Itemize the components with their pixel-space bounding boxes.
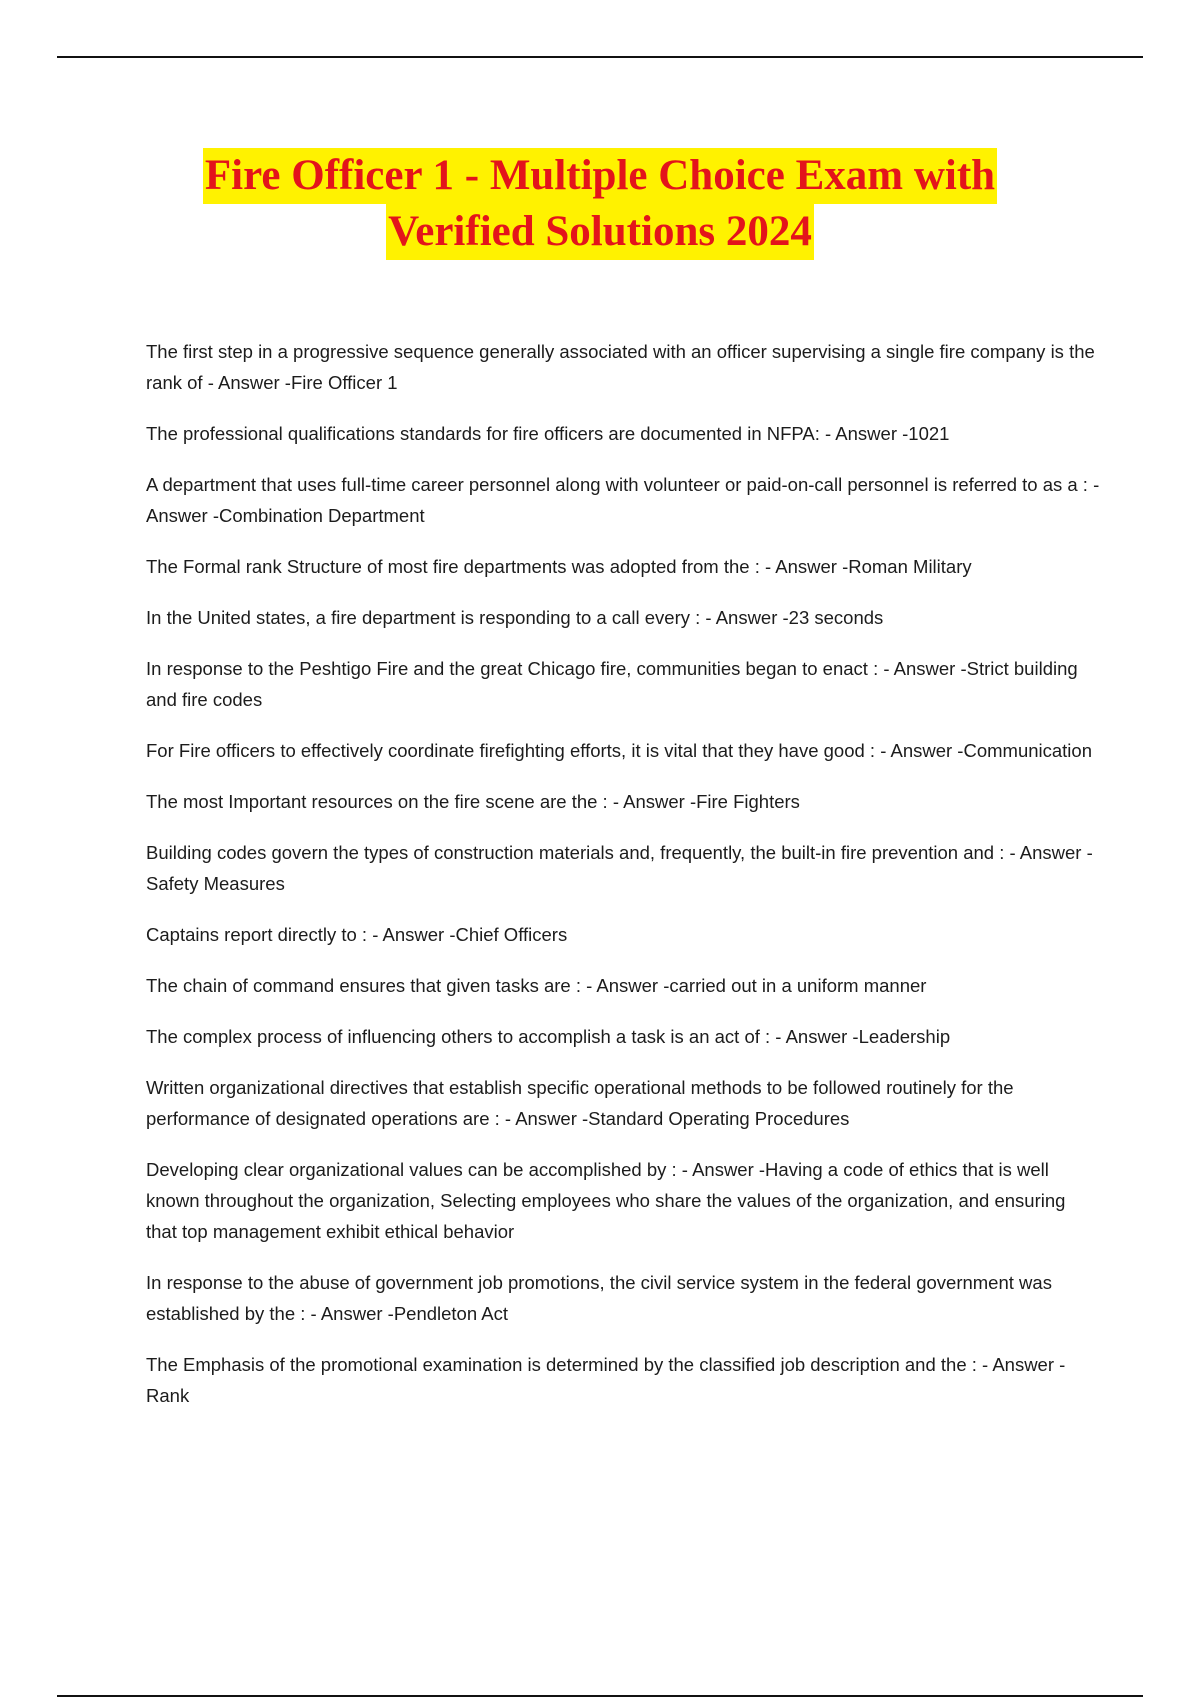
document-title xyxy=(0,148,1200,260)
qa-item: The most Important resources on the fire scene are the : - Answer -Fire Fighters xyxy=(146,791,800,812)
qa-item: The first step in a progressive sequence generally associated with an officer supervising a single fire company is the rank of - Answer -Fire Officer 1 xyxy=(146,341,1095,393)
qa-item: The Emphasis of the promotional examination is determined by the classified job description and the : - Answer -Rank xyxy=(146,1354,1066,1406)
qa-item: Captains report directly to : - Answer -Chief Officers xyxy=(146,924,568,945)
qa-item: The professional qualifications standards for fire officers are documented in NFPA: - Answer -1021 xyxy=(146,423,950,444)
qa-item: The chain of command ensures that given tasks are : - Answer -carried out in a uniform manner xyxy=(146,975,927,996)
qa-item: The Formal rank Structure of most fire departments was adopted from the : - Answer -Roman Military xyxy=(146,556,972,577)
qa-item: In the United states, a fire department is responding to a call every : - Answer -23 seconds xyxy=(146,607,884,628)
qa-item: Building codes govern the types of construction materials and, frequently, the built-in fire prevention and : - Answer -Safety Measures xyxy=(146,842,1093,894)
top-rule xyxy=(57,56,1143,58)
qa-item: Developing clear organizational values can be accomplished by : - Answer -Having a code of ethics that is well known throughout the organization, Selecting employees who share the values of the organization, and ensuring that top management exhibit ethical behavior xyxy=(146,1159,1066,1242)
title-line-1: Fire Officer 1 - Multiple Choice Exam with xyxy=(203,148,997,204)
qa-item: The complex process of influencing others to accomplish a task is an act of : - Answer -Leadership xyxy=(146,1026,951,1047)
qa-item: For Fire officers to effectively coordinate firefighting efforts, it is vital that they have good : - Answer -Communication xyxy=(146,740,1092,761)
title-line-2: Verified Solutions 2024 xyxy=(386,204,814,260)
question-answer-list xyxy=(146,336,1101,1431)
qa-item: Written organizational directives that establish specific operational methods to be followed routinely for the performance of designated operations are : - Answer -Standard Operating Procedures xyxy=(146,1077,1014,1129)
qa-item: In response to the abuse of government job promotions, the civil service system in the federal government was established by the : - Answer -Pendleton Act xyxy=(146,1272,1052,1324)
bottom-rule xyxy=(57,1695,1143,1697)
qa-item: A department that uses full-time career personnel along with volunteer or paid-on-call personnel is referred to as a : - Answer -Combination Department xyxy=(146,474,1100,526)
qa-item: In response to the Peshtigo Fire and the great Chicago fire, communities began to enact : - Answer -Strict building and fire codes xyxy=(146,658,1078,710)
